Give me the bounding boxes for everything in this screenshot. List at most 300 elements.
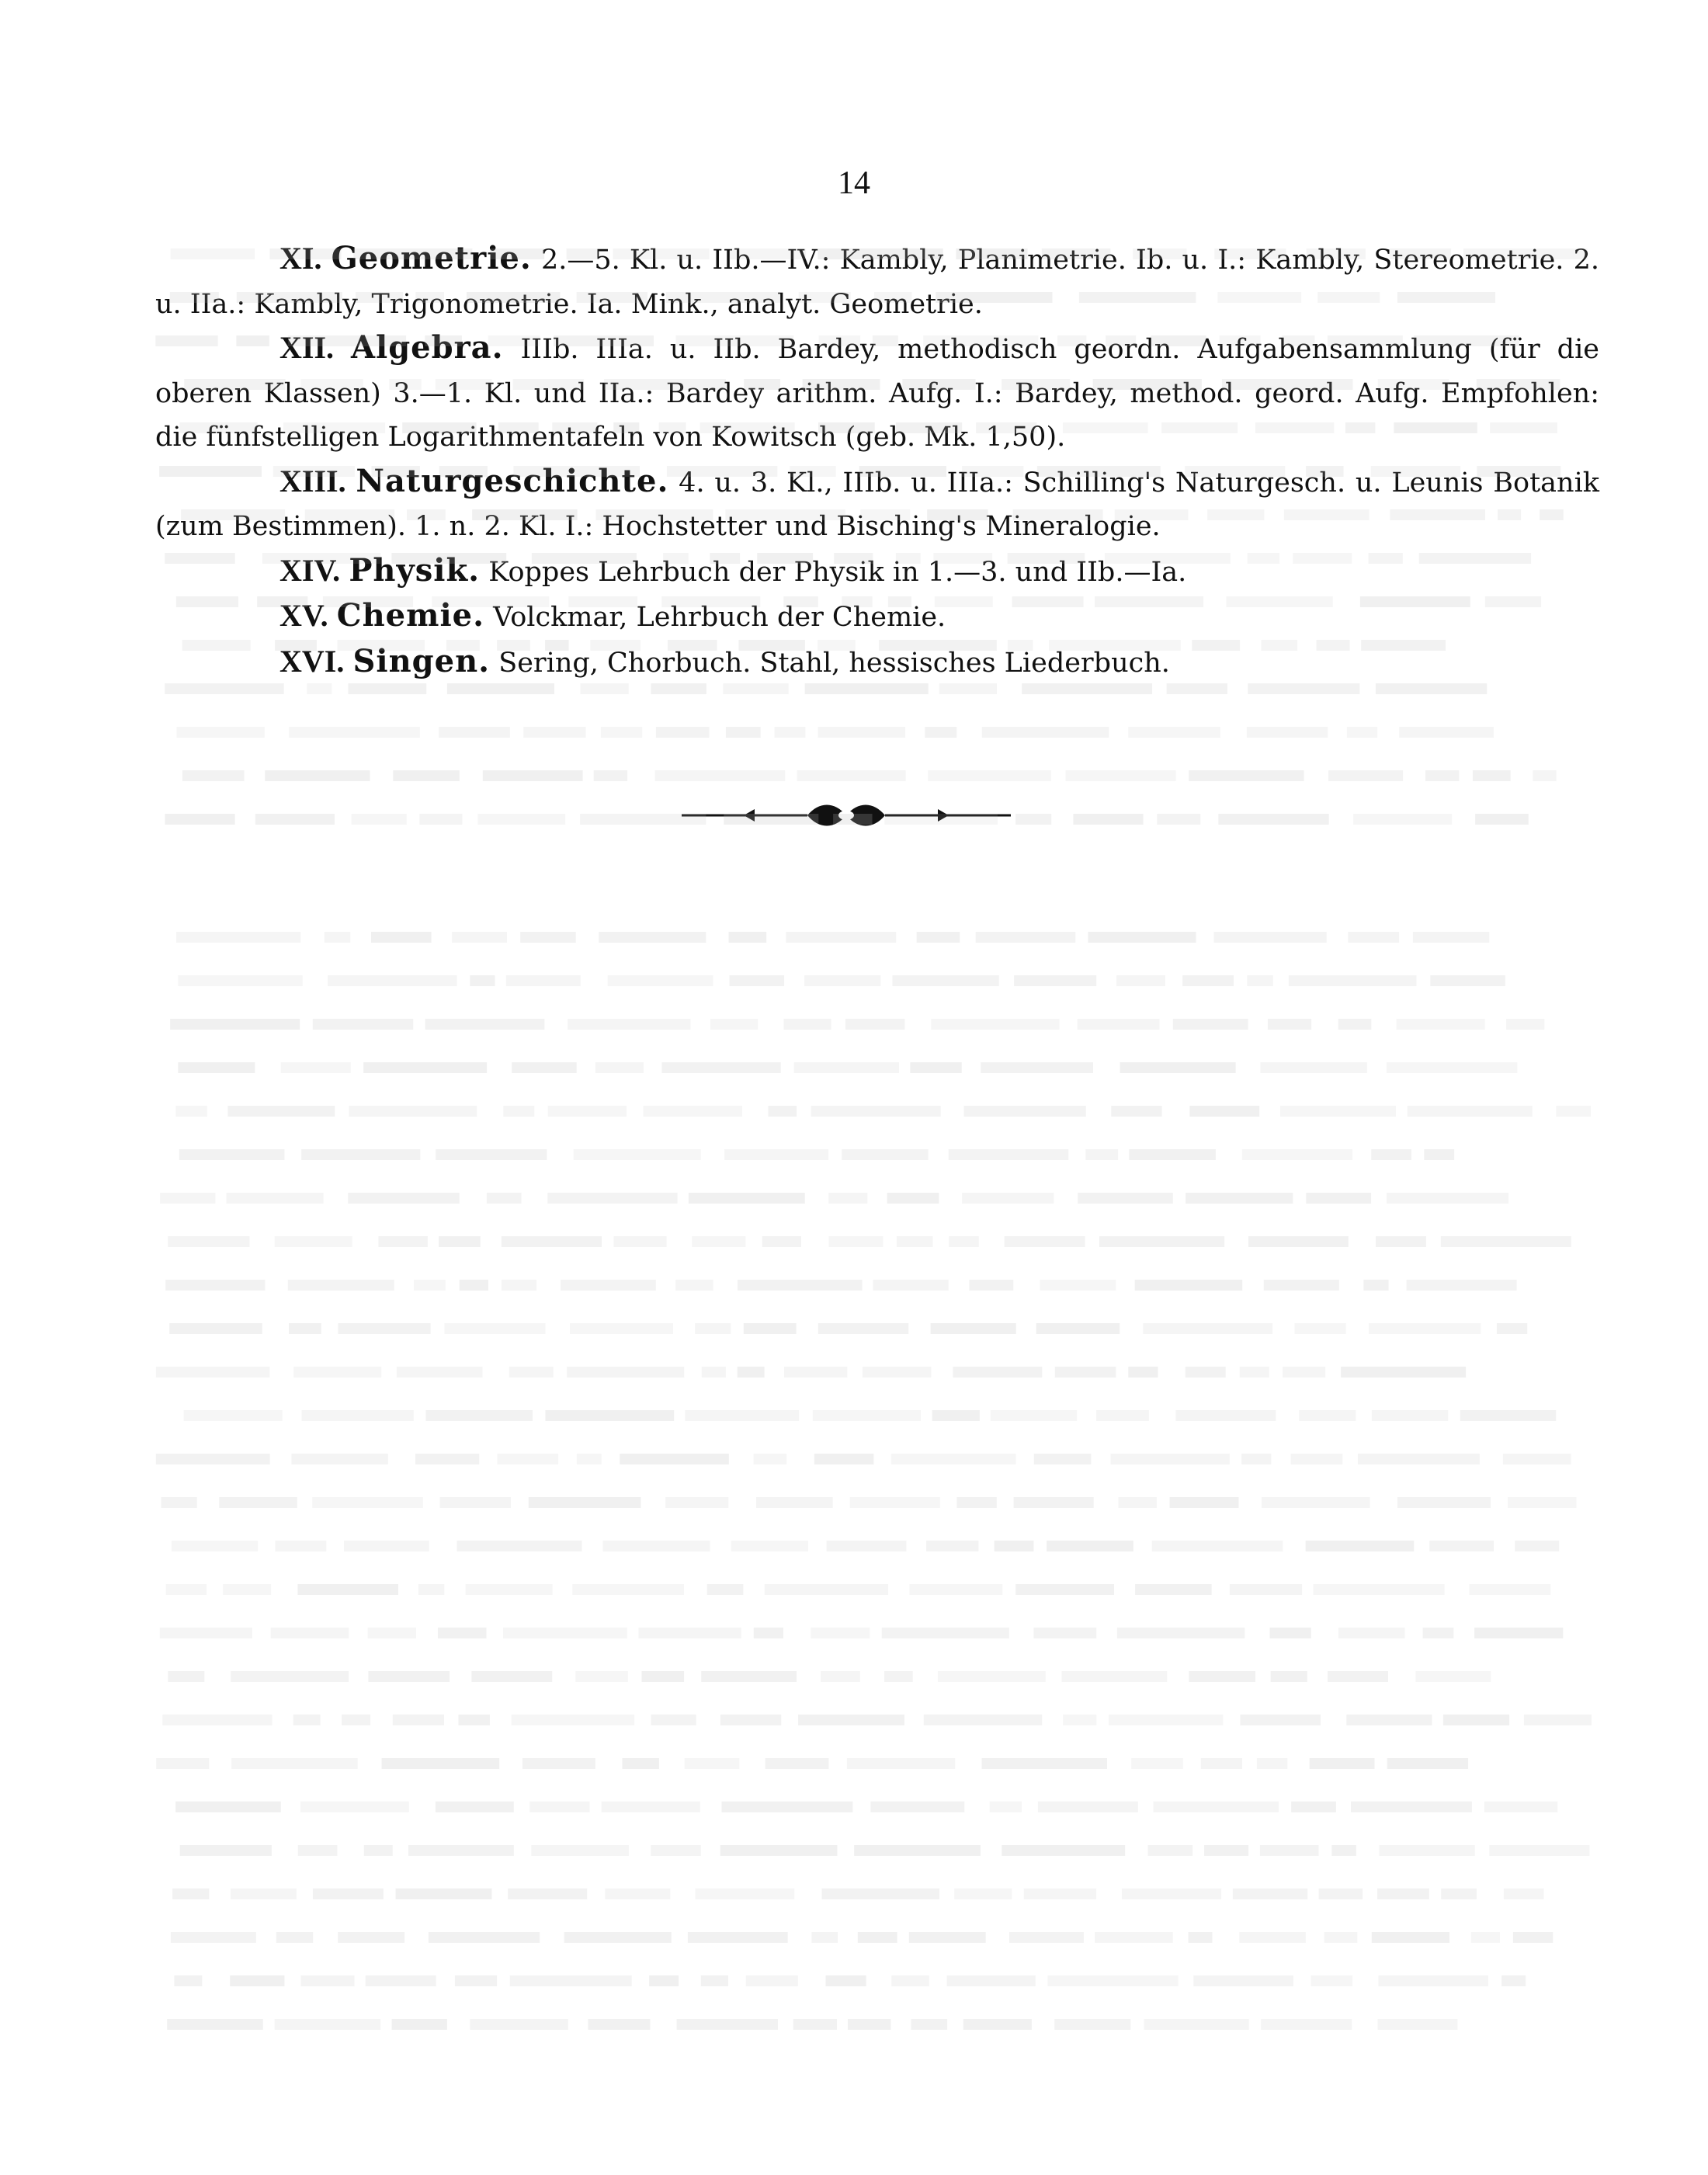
bleed-word: [338, 1932, 404, 1943]
bleed-word: [1014, 1497, 1094, 1508]
bleed-word: [813, 1410, 921, 1421]
bleed-word: [1363, 1280, 1388, 1291]
bleed-word: [710, 1019, 758, 1030]
bleed-word: [393, 770, 460, 781]
bleed-word: [458, 1715, 490, 1725]
bleed-word: [342, 1715, 370, 1725]
bleed-word: [723, 683, 788, 694]
bleed-word: [701, 1671, 797, 1682]
bleed-word: [828, 1193, 867, 1204]
bleed-word: [821, 1671, 860, 1682]
bleed-word: [471, 1671, 552, 1682]
bleed-word: [1280, 1106, 1396, 1117]
bleed-word: [1260, 1845, 1319, 1856]
bleed-word: [1173, 1019, 1248, 1030]
bleed-word: [897, 1236, 933, 1247]
bleed-word: [1311, 1975, 1352, 1986]
bleed-word: [1111, 1106, 1161, 1117]
section-number: XIII.: [279, 463, 346, 499]
section-algebra: [155, 326, 1599, 460]
section-subject: Chemie.: [336, 597, 485, 634]
bleed-word: [1117, 1628, 1245, 1638]
bleed-word: [891, 1975, 929, 1986]
bleed-word: [882, 1628, 1009, 1638]
bleed-word: [797, 770, 906, 781]
bleed-word: [470, 975, 495, 986]
bleed-word: [574, 1149, 701, 1160]
bleed-word: [1189, 770, 1304, 781]
bleed-word: [1135, 1280, 1242, 1291]
section-number: XV.: [279, 598, 328, 633]
bleed-word: [649, 1975, 679, 1986]
bleed-word: [567, 1367, 684, 1378]
bleed-word: [1376, 1236, 1426, 1247]
bleed-word: [702, 1367, 726, 1378]
section-text: Koppes Lehrbuch der Physik in 1.—3. und IIb.—Ia.: [488, 556, 1187, 588]
bleed-word: [457, 1541, 582, 1551]
bleed-word: [910, 1062, 961, 1073]
bleed-word: [570, 1323, 673, 1334]
bleed-word: [793, 2019, 837, 2030]
bleed-word: [363, 1062, 487, 1073]
bleed-word: [1407, 1280, 1517, 1291]
bleed-word: [805, 683, 929, 694]
bleed-word: [707, 1584, 744, 1595]
bleed-word: [348, 1193, 459, 1204]
bleed-word: [1186, 1367, 1226, 1378]
section-naturgeschichte: [155, 460, 1599, 549]
ornament-arrow-left: [744, 809, 755, 822]
bleed-word: [281, 1062, 351, 1073]
bleed-word: [227, 1193, 324, 1204]
bleed-word: [1135, 1584, 1211, 1595]
bleed-word: [1109, 1715, 1223, 1725]
bleed-word: [366, 1975, 436, 1986]
bleed-word: [938, 1671, 1046, 1682]
bleed-word: [1346, 1715, 1432, 1725]
bleed-word: [156, 1454, 270, 1464]
bleed-word: [720, 1845, 838, 1856]
bleed-word: [842, 1149, 928, 1160]
bleed-word: [863, 1367, 932, 1378]
bleed-word: [1508, 1497, 1576, 1508]
bleed-word: [368, 1671, 450, 1682]
bleed-word: [762, 1236, 801, 1247]
section-number: XVI.: [279, 643, 345, 679]
bleed-word: [692, 1236, 745, 1247]
bleed-word: [608, 975, 713, 986]
bleed-word: [826, 1975, 866, 1986]
bleed-word: [1230, 1584, 1302, 1595]
bleed-word: [1399, 727, 1494, 738]
bleed-word: [176, 727, 264, 738]
bleed-word: [1328, 1671, 1388, 1682]
bleed-word: [744, 1323, 797, 1334]
section-chemie: [155, 594, 1599, 640]
bleed-word: [512, 1062, 577, 1073]
bleed-word: [156, 1758, 209, 1769]
bleed-word: [623, 1758, 659, 1769]
bleed-word: [1347, 727, 1377, 738]
bleed-word: [301, 1975, 355, 1986]
bleed-word: [720, 1715, 781, 1725]
bleed-word: [814, 1454, 874, 1464]
bleed-word: [688, 1932, 788, 1943]
bleed-word: [178, 975, 302, 986]
bleed-word: [594, 770, 627, 781]
bleed-word: [1291, 1454, 1343, 1464]
bleed-word: [827, 1541, 907, 1551]
bleed-word: [1460, 1410, 1557, 1421]
bleed-word: [1038, 1801, 1138, 1812]
bleed-word: [1170, 1497, 1239, 1508]
bleed-word: [425, 1019, 545, 1030]
bleed-word: [509, 1367, 554, 1378]
bleed-word: [182, 770, 245, 781]
bleed-word: [1015, 1584, 1114, 1595]
bleed-word: [976, 932, 1076, 943]
bleed-word: [1413, 932, 1489, 943]
bleed-word: [1387, 1193, 1508, 1204]
bleed-word: [168, 1671, 204, 1682]
bleed-word: [1501, 1975, 1526, 1986]
bleed-word: [438, 1628, 487, 1638]
bleed-word: [892, 975, 998, 986]
bleed-word: [1306, 1541, 1414, 1551]
bleed-word: [729, 932, 767, 943]
bleed-word: [165, 683, 284, 694]
bleed-word: [1469, 1584, 1550, 1595]
bleed-word: [275, 2019, 380, 2030]
section-subject: Singen.: [352, 642, 491, 679]
bleed-word: [1260, 1062, 1366, 1073]
bleed-word: [382, 1758, 500, 1769]
bleed-word: [483, 770, 583, 781]
section-geometrie: [155, 237, 1599, 326]
bleed-word: [328, 975, 457, 986]
bleed-word: [1099, 1236, 1224, 1247]
bleed-word: [858, 1932, 897, 1943]
bleed-word: [1379, 1845, 1474, 1856]
bleed-word: [1240, 1367, 1269, 1378]
bleed-word: [1189, 1106, 1259, 1117]
bleed-word: [338, 1323, 430, 1334]
bleed-word: [818, 1323, 908, 1334]
bleed-word: [364, 1845, 393, 1856]
bleed-word: [738, 1367, 765, 1378]
bleed-word: [1128, 727, 1220, 738]
bleed-word: [1061, 1671, 1167, 1682]
bleed-word: [455, 1975, 497, 1986]
bleed-word: [1425, 770, 1459, 781]
bleed-word: [665, 1497, 728, 1508]
bleed-word: [677, 2019, 778, 2030]
bleed-word: [926, 1541, 978, 1551]
bleed-word: [1429, 1541, 1494, 1551]
bleed-word: [312, 1497, 423, 1508]
bleed-word: [275, 1236, 352, 1247]
bleed-word: [1341, 1367, 1466, 1378]
bleed-word: [439, 1236, 481, 1247]
bleed-word: [531, 1845, 629, 1856]
bleed-word: [651, 683, 706, 694]
bleed-word: [932, 1410, 980, 1421]
bleed-word: [452, 932, 507, 943]
bleed-word: [775, 727, 806, 738]
bleed-word: [685, 1410, 799, 1421]
bleed-word: [991, 1410, 1077, 1421]
bleed-word: [352, 814, 407, 825]
bleed-word: [160, 1628, 252, 1638]
bleed-word: [1085, 1149, 1118, 1160]
bleed-word: [794, 1062, 899, 1073]
bleed-word: [1378, 2019, 1458, 2030]
bleed-word: [577, 1454, 602, 1464]
bleed-word: [1497, 1323, 1527, 1334]
bleed-word: [1556, 1106, 1591, 1117]
bleed-word: [1024, 1888, 1097, 1899]
bleed-word: [348, 683, 426, 694]
bleed-word: [1387, 1062, 1517, 1073]
bleed-word: [1182, 975, 1234, 986]
bleed-word: [730, 975, 785, 986]
bleed-word: [1189, 1932, 1213, 1943]
bleed-word: [1378, 1975, 1488, 1986]
bleed-word: [231, 1888, 297, 1899]
bleed-word: [638, 1628, 741, 1638]
bleed-word: [529, 1801, 589, 1812]
bleed-word: [1015, 814, 1051, 825]
bleed-word: [297, 1584, 398, 1595]
bleed-word: [783, 1019, 831, 1030]
bleed-word: [1152, 1541, 1283, 1551]
bleed-word: [1351, 1801, 1472, 1812]
bleed-word: [466, 1584, 553, 1595]
bleed-word: [601, 727, 642, 738]
bleed-word: [1005, 1236, 1085, 1247]
bleed-word: [392, 2019, 447, 2030]
bleed-word: [1033, 1628, 1096, 1638]
bleed-word: [1504, 1888, 1543, 1899]
bleed-word: [695, 1323, 731, 1334]
bleed-word: [651, 1845, 700, 1856]
bleed-word: [1338, 1628, 1405, 1638]
bleed-word: [1264, 1280, 1339, 1291]
bleed-word: [512, 1715, 634, 1725]
bleed-word: [917, 932, 960, 943]
bleed-word: [1372, 1410, 1448, 1421]
bleed-word: [172, 1888, 209, 1899]
bleed-word: [1299, 1410, 1356, 1421]
bleed-word: [1328, 770, 1403, 781]
bleed-word: [1088, 932, 1196, 943]
section-text: Sering, Chorbuch. Stahl, hessisches Liederbuch.: [498, 647, 1170, 679]
bleed-word: [1283, 1367, 1325, 1378]
bleed-word: [506, 975, 581, 986]
bleed-word: [223, 1584, 271, 1595]
bleed-word: [344, 1541, 429, 1551]
bleed-word: [1271, 1671, 1307, 1682]
section-subject: Geometrie.: [331, 240, 532, 276]
bleed-word: [1040, 1280, 1116, 1291]
bleed-word: [162, 1715, 272, 1725]
bleed-word: [160, 1193, 215, 1204]
ornament-arrow-right: [938, 809, 949, 822]
bleed-word: [276, 1932, 313, 1943]
bleed-word: [396, 1888, 492, 1899]
bleed-word: [227, 1106, 335, 1117]
bleed-word: [1239, 1932, 1305, 1943]
bleed-word: [1193, 1975, 1293, 1986]
bleed-word: [675, 1280, 713, 1291]
bleed-word: [1128, 1367, 1158, 1378]
bleed-word: [1533, 770, 1556, 781]
bleed-word: [288, 1280, 394, 1291]
section-number: XIV.: [279, 552, 341, 588]
bleed-word: [1204, 1845, 1248, 1856]
bleed-word: [1484, 1801, 1557, 1812]
bleed-word: [1154, 1801, 1279, 1812]
bleed-word: [408, 1845, 514, 1856]
bleed-word: [368, 1628, 416, 1638]
bleed-word: [1047, 1541, 1133, 1551]
bleed-word: [179, 1149, 285, 1160]
bleed-word: [503, 1628, 627, 1638]
bleed-word: [1397, 1497, 1491, 1508]
bleed-word: [701, 1975, 728, 1986]
bleed-word: [1515, 1541, 1559, 1551]
bleed-word: [510, 1975, 632, 1986]
bleed-word: [460, 1280, 488, 1291]
section-subject: Algebra.: [350, 329, 504, 366]
bleed-word: [415, 1454, 479, 1464]
bleed-word: [444, 1323, 545, 1334]
bleed-word: [289, 1323, 321, 1334]
section-text: Volckmar, Lehrbuch der Chemie.: [493, 602, 946, 633]
bleed-word: [620, 1454, 728, 1464]
bleed-word: [953, 1367, 1042, 1378]
bleed-word: [754, 1628, 783, 1638]
bleed-word: [172, 1541, 258, 1551]
bleed-word: [171, 1932, 256, 1943]
bleed-word: [581, 683, 629, 694]
bleed-word: [847, 1758, 955, 1769]
bleed-word: [255, 814, 335, 825]
bleed-word: [502, 1236, 602, 1247]
bleed-word: [161, 1497, 197, 1508]
bleed-word: [170, 1019, 300, 1030]
bleed-word: [230, 1975, 284, 1986]
bleed-word: [1240, 1715, 1321, 1725]
bleed-word: [1248, 683, 1359, 694]
bleed-word: [1095, 1932, 1173, 1943]
bleed-word: [503, 1106, 534, 1117]
bleed-word: [436, 1149, 547, 1160]
bleed-word: [1310, 1758, 1375, 1769]
bleed-word: [289, 727, 420, 738]
bleed-word: [1034, 1454, 1092, 1464]
bleed-word: [502, 1280, 536, 1291]
bleed-word: [429, 1932, 540, 1943]
bleed-word: [1387, 1758, 1468, 1769]
bleed-word: [731, 1541, 808, 1551]
bleed-word: [738, 1280, 862, 1291]
bleed-word: [1073, 814, 1143, 825]
bleed-word: [641, 1671, 684, 1682]
bleed-word: [300, 1801, 409, 1812]
bleed-word: [613, 1236, 666, 1247]
bleed-word: [1423, 1628, 1454, 1638]
bleed-word: [184, 1410, 283, 1421]
page-number: 14: [838, 165, 870, 201]
section-text: 4. u. 3. Kl., IIIb. u. IIIa.: Schilling's Naturgesch. u. Leunis Botanik (zum Bestimmen). 1. n. 2. Kl. I.: Hochstetter und Bisching's Mineralogie.: [155, 467, 1599, 542]
bleed-word: [811, 1106, 941, 1117]
bleed-word: [1471, 1932, 1500, 1943]
bleed-word: [1291, 1801, 1336, 1812]
bleed-word: [811, 1628, 870, 1638]
bleed-word: [1294, 1323, 1345, 1334]
bleed-word: [1443, 1715, 1509, 1725]
bleed-word: [575, 1671, 628, 1682]
bleed-word: [219, 1497, 297, 1508]
bleed-word: [655, 770, 786, 781]
bleed-word: [313, 1888, 384, 1899]
bleed-word: [307, 683, 332, 694]
bleed-word: [928, 770, 1051, 781]
bleed-word: [1358, 1454, 1480, 1464]
bleed-word: [168, 1236, 249, 1247]
bleed-word: [909, 1584, 1002, 1595]
bleed-word: [726, 727, 761, 738]
bleed-word: [784, 1367, 847, 1378]
bleed-word: [1331, 1845, 1356, 1856]
bleed-word: [1096, 1410, 1149, 1421]
bleed-word: [1233, 1888, 1307, 1899]
bleed-word: [301, 1149, 420, 1160]
bleed-word: [1241, 1454, 1271, 1464]
section-subject: Physik.: [349, 551, 481, 589]
bleed-word: [939, 683, 997, 694]
bleed-word: [891, 1454, 1016, 1464]
bleed-word: [1247, 727, 1328, 738]
bleed-word: [956, 1497, 996, 1508]
bleed-word: [1353, 814, 1452, 825]
bleed-word: [1408, 1106, 1533, 1117]
bleed-word: [325, 932, 350, 943]
bleed-word: [754, 1454, 787, 1464]
bleed-word: [547, 1193, 677, 1204]
bleed-word: [1270, 1628, 1311, 1638]
bleed-word: [643, 1106, 741, 1117]
bleed-word: [850, 1497, 940, 1508]
bleed-word: [1371, 1149, 1411, 1160]
bleed-word: [165, 1280, 265, 1291]
bleed-word: [1489, 1845, 1589, 1856]
bleed-word: [962, 1193, 1054, 1204]
bleed-word: [1122, 1888, 1221, 1899]
bleed-word: [298, 1845, 338, 1856]
bleed-word: [1144, 2019, 1249, 2030]
bleed-word: [545, 1410, 674, 1421]
bleed-word: [1129, 1149, 1216, 1160]
bleed-word: [602, 1801, 700, 1812]
bleed-word: [1289, 975, 1416, 986]
bleed-word: [1377, 1888, 1429, 1899]
bleed-word: [178, 1062, 255, 1073]
bleed-word: [746, 1975, 798, 1986]
bleed-word: [854, 1845, 981, 1856]
bleed-word: [231, 1758, 358, 1769]
